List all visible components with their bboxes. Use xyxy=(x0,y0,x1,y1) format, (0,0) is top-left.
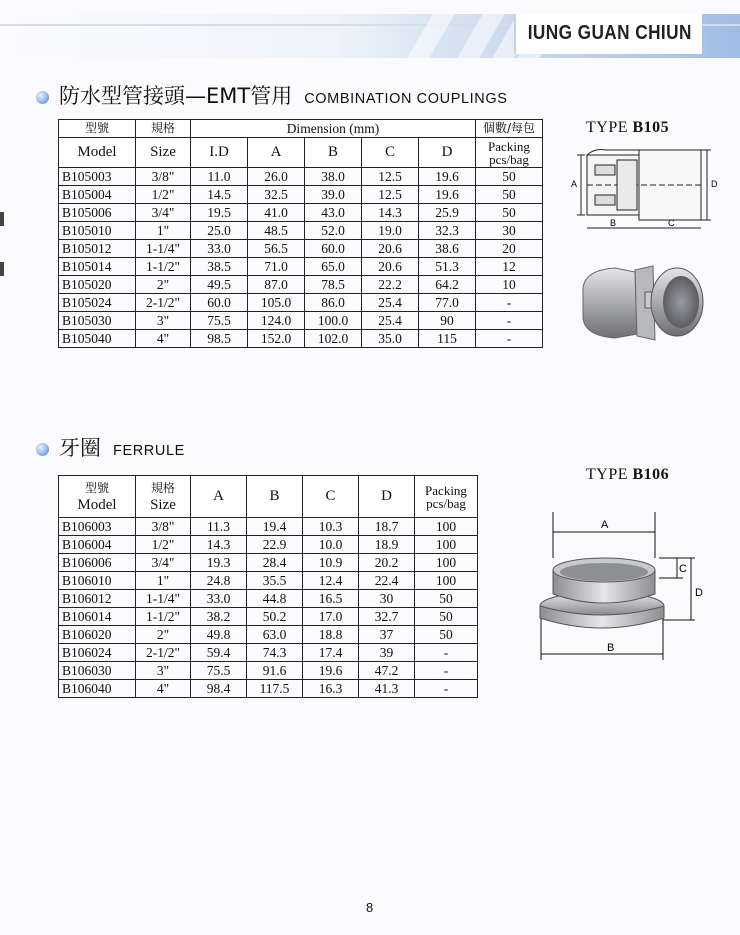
dim-label-c: C xyxy=(679,563,687,575)
cell-value: 33.0 xyxy=(191,590,247,608)
col-packing-cn: 個數/每包 xyxy=(476,120,543,138)
col-model: Model xyxy=(59,138,136,168)
table-row xyxy=(59,222,543,240)
cell-value: 77.0 xyxy=(419,294,476,312)
cell-model: B105020 xyxy=(59,276,136,294)
cell-value: 75.5 xyxy=(191,312,248,330)
col-model-cn: 型號 xyxy=(59,120,136,138)
edge-mark xyxy=(0,262,4,276)
cell-value: 91.6 xyxy=(247,662,303,680)
cell-value: 14.3 xyxy=(362,204,419,222)
cell-value: 12.5 xyxy=(362,186,419,204)
cell-value: 100 xyxy=(415,536,478,554)
cell-value: 39 xyxy=(359,644,415,662)
cell-value: 10.0 xyxy=(303,536,359,554)
section-title-cn: 牙圈 xyxy=(59,436,101,460)
table-row xyxy=(59,554,478,572)
cell-value: 37 xyxy=(359,626,415,644)
table-row xyxy=(59,204,543,222)
table-row xyxy=(59,276,543,294)
col-size-en: Size xyxy=(150,496,176,513)
ferrule-table xyxy=(58,475,478,698)
table-row xyxy=(59,240,543,258)
cell-value: 12.4 xyxy=(303,572,359,590)
banner-stripe xyxy=(407,14,454,58)
cell-size: 1" xyxy=(136,222,191,240)
coupling-photo xyxy=(575,258,715,348)
col-d: D xyxy=(359,476,415,518)
cell-value: 64.2 xyxy=(419,276,476,294)
cell-value: 11.3 xyxy=(191,518,247,536)
cell-value: 17.4 xyxy=(303,644,359,662)
cell-value: 47.2 xyxy=(359,662,415,680)
table-row xyxy=(59,258,543,276)
packing-label: Packing xyxy=(488,138,530,154)
page-number: 8 xyxy=(366,900,374,915)
cell-model: B105014 xyxy=(59,258,136,276)
type-prefix: TYPE xyxy=(586,119,628,136)
table-row xyxy=(59,572,478,590)
cell-model: B105024 xyxy=(59,294,136,312)
packing-unit: pcs/bag xyxy=(489,151,529,167)
ferrule-drawing xyxy=(535,510,735,680)
cell-value: 59.4 xyxy=(191,644,247,662)
cell-value: 11.0 xyxy=(191,168,248,186)
col-model xyxy=(59,476,136,518)
cell-value: - xyxy=(476,294,543,312)
cell-size: 3/4" xyxy=(136,204,191,222)
table-row xyxy=(59,294,543,312)
cell-value: - xyxy=(415,644,478,662)
table-row xyxy=(59,680,478,698)
cell-size: 3/8" xyxy=(136,518,191,536)
table-row xyxy=(59,518,478,536)
cell-value: 50 xyxy=(415,590,478,608)
cell-model: B106014 xyxy=(59,608,136,626)
cell-value: 41.3 xyxy=(359,680,415,698)
table-row xyxy=(59,662,478,680)
cell-value: 19.5 xyxy=(191,204,248,222)
cell-value: 25.0 xyxy=(191,222,248,240)
cell-value: 98.4 xyxy=(191,680,247,698)
cell-size: 1-1/2" xyxy=(136,258,191,276)
packing-unit: pcs/bag xyxy=(426,495,466,511)
cell-value: 19.6 xyxy=(419,168,476,186)
cell-value: 18.9 xyxy=(359,536,415,554)
cell-value: 100 xyxy=(415,572,478,590)
cell-value: 90 xyxy=(419,312,476,330)
cell-value: 78.5 xyxy=(305,276,362,294)
col-c: C xyxy=(303,476,359,518)
edge-mark xyxy=(0,212,4,226)
cell-value: 32.7 xyxy=(359,608,415,626)
cell-value: 25.4 xyxy=(362,294,419,312)
cell-value: 50 xyxy=(415,626,478,644)
cell-value: 102.0 xyxy=(305,330,362,348)
cell-value: 60.0 xyxy=(305,240,362,258)
col-a: A xyxy=(191,476,247,518)
dim-label-b: B xyxy=(607,642,615,654)
couplings-table xyxy=(58,119,543,348)
cell-value: 60.0 xyxy=(191,294,248,312)
cell-value: 50 xyxy=(476,186,543,204)
cell-value: 105.0 xyxy=(248,294,305,312)
cell-model: B106020 xyxy=(59,626,136,644)
col-size-cn: 規格 xyxy=(136,120,191,138)
dim-label-b: B xyxy=(610,218,617,228)
bullet-icon xyxy=(36,443,49,456)
dim-label-d: D xyxy=(695,587,703,599)
col-b: B xyxy=(305,138,362,168)
cell-size: 2" xyxy=(136,626,191,644)
cell-value: 17.0 xyxy=(303,608,359,626)
cell-value: 100 xyxy=(415,554,478,572)
dim-label-a: A xyxy=(571,179,578,189)
cell-value: 86.0 xyxy=(305,294,362,312)
cell-value: 35.0 xyxy=(362,330,419,348)
cell-model: B106030 xyxy=(59,662,136,680)
cell-value: 22.2 xyxy=(362,276,419,294)
cell-value: 35.5 xyxy=(247,572,303,590)
cell-value: - xyxy=(415,680,478,698)
cell-model: B106006 xyxy=(59,554,136,572)
cell-value: 22.4 xyxy=(359,572,415,590)
col-b: B xyxy=(247,476,303,518)
cell-value: 50 xyxy=(476,168,543,186)
cell-value: 10 xyxy=(476,276,543,294)
cell-size: 3/4" xyxy=(136,554,191,572)
cell-value: 14.5 xyxy=(191,186,248,204)
col-d: D xyxy=(419,138,476,168)
cell-size: 2-1/2" xyxy=(136,294,191,312)
cell-value: 75.5 xyxy=(191,662,247,680)
type-label-b106 xyxy=(586,466,669,484)
section-title-en: FERRULE xyxy=(113,443,185,459)
cell-model: B105012 xyxy=(59,240,136,258)
cell-value: 48.5 xyxy=(248,222,305,240)
col-c: C xyxy=(362,138,419,168)
cell-size: 1/2" xyxy=(136,536,191,554)
cell-size: 2" xyxy=(136,276,191,294)
cell-value: 30 xyxy=(359,590,415,608)
cell-model: B106012 xyxy=(59,590,136,608)
cell-value: 71.0 xyxy=(248,258,305,276)
cell-model: B106024 xyxy=(59,644,136,662)
cell-value: 38.2 xyxy=(191,608,247,626)
type-label-b105 xyxy=(586,119,669,137)
type-code: B106 xyxy=(632,466,670,483)
cell-value: 98.5 xyxy=(191,330,248,348)
section-title-en: COMBINATION COUPLINGS xyxy=(304,91,508,107)
cell-value: 12.5 xyxy=(362,168,419,186)
cell-model: B105010 xyxy=(59,222,136,240)
cell-size: 2-1/2" xyxy=(136,644,191,662)
cell-value: 18.7 xyxy=(359,518,415,536)
cell-value: 22.9 xyxy=(247,536,303,554)
cell-value: 20.6 xyxy=(362,240,419,258)
col-size xyxy=(136,476,191,518)
col-size: Size xyxy=(136,138,191,168)
cell-value: 26.0 xyxy=(248,168,305,186)
dim-label-a: A xyxy=(601,519,609,531)
cell-size: 4" xyxy=(136,330,191,348)
cell-model: B106003 xyxy=(59,518,136,536)
cell-size: 1" xyxy=(136,572,191,590)
table-row xyxy=(59,330,543,348)
section-title-couplings xyxy=(36,80,508,110)
cell-size: 4" xyxy=(136,680,191,698)
header-banner xyxy=(0,14,740,58)
cell-size: 1-1/4" xyxy=(136,240,191,258)
col-model-en: Model xyxy=(77,496,117,513)
cell-value: 10.9 xyxy=(303,554,359,572)
cell-value: 32.3 xyxy=(419,222,476,240)
cell-value: 20 xyxy=(476,240,543,258)
table-row xyxy=(59,608,478,626)
section-title-cn: 防水型管接頭—EMT管用 xyxy=(59,84,293,108)
cell-model: B105030 xyxy=(59,312,136,330)
cell-size: 3" xyxy=(136,312,191,330)
cell-value: 63.0 xyxy=(247,626,303,644)
col-model-cn: 型號 xyxy=(84,480,109,495)
cell-size: 3/8" xyxy=(136,168,191,186)
table-row xyxy=(59,644,478,662)
col-packing xyxy=(476,138,543,168)
cell-value: 43.0 xyxy=(305,204,362,222)
cell-value: 20.2 xyxy=(359,554,415,572)
cell-value: 18.8 xyxy=(303,626,359,644)
cell-value: 19.6 xyxy=(303,662,359,680)
cell-value: - xyxy=(476,312,543,330)
cell-value: 25.9 xyxy=(419,204,476,222)
cell-value: 65.0 xyxy=(305,258,362,276)
cell-value: 19.0 xyxy=(362,222,419,240)
cell-value: 10.3 xyxy=(303,518,359,536)
cell-model: B105006 xyxy=(59,204,136,222)
cell-value: 52.0 xyxy=(305,222,362,240)
col-packing xyxy=(415,476,478,518)
cell-value: 56.5 xyxy=(248,240,305,258)
col-size-cn: 規格 xyxy=(150,480,175,495)
cell-value: 14.3 xyxy=(191,536,247,554)
packing-label: Packing xyxy=(425,482,467,498)
cell-value: 33.0 xyxy=(191,240,248,258)
cell-value: 124.0 xyxy=(248,312,305,330)
cell-size: 3" xyxy=(136,662,191,680)
cell-model: B105004 xyxy=(59,186,136,204)
cell-value: 32.5 xyxy=(248,186,305,204)
cell-value: 16.3 xyxy=(303,680,359,698)
table-row xyxy=(59,536,478,554)
table-row xyxy=(59,186,543,204)
cell-value: - xyxy=(415,662,478,680)
cell-value: 115 xyxy=(419,330,476,348)
cell-value: 50 xyxy=(476,204,543,222)
cell-value: 50 xyxy=(415,608,478,626)
cell-model: B106004 xyxy=(59,536,136,554)
cell-value: 44.8 xyxy=(247,590,303,608)
cell-model: B106040 xyxy=(59,680,136,698)
cell-value: 39.0 xyxy=(305,186,362,204)
cell-value: 100 xyxy=(415,518,478,536)
cell-value: 51.3 xyxy=(419,258,476,276)
cell-value: 30 xyxy=(476,222,543,240)
brand-name: IUNG GUAN CHIUN xyxy=(527,22,692,44)
col-a: A xyxy=(248,138,305,168)
col-id: I.D xyxy=(191,138,248,168)
cell-size: 1/2" xyxy=(136,186,191,204)
table-row xyxy=(59,168,543,186)
cell-value: 152.0 xyxy=(248,330,305,348)
cell-value: 38.0 xyxy=(305,168,362,186)
cell-value: 49.8 xyxy=(191,626,247,644)
cell-value: 20.6 xyxy=(362,258,419,276)
cell-value: 19.3 xyxy=(191,554,247,572)
coupling-drawing xyxy=(565,140,725,235)
cell-value: 117.5 xyxy=(247,680,303,698)
cell-value: 74.3 xyxy=(247,644,303,662)
table-row xyxy=(59,312,543,330)
cell-model: B105003 xyxy=(59,168,136,186)
cell-value: 19.6 xyxy=(419,186,476,204)
cell-value: 12 xyxy=(476,258,543,276)
cell-value: 87.0 xyxy=(248,276,305,294)
cell-value: 38.6 xyxy=(419,240,476,258)
cell-value: 24.8 xyxy=(191,572,247,590)
cell-value: 100.0 xyxy=(305,312,362,330)
cell-model: B105040 xyxy=(59,330,136,348)
cell-value: 41.0 xyxy=(248,204,305,222)
cell-value: 28.4 xyxy=(247,554,303,572)
cell-value: - xyxy=(476,330,543,348)
type-code: B105 xyxy=(632,119,670,136)
dim-label-c: C xyxy=(668,218,675,228)
dim-label-d: D xyxy=(711,179,718,189)
col-dimension: Dimension (mm) xyxy=(191,120,476,138)
cell-value: 50.2 xyxy=(247,608,303,626)
cell-value: 25.4 xyxy=(362,312,419,330)
bullet-icon xyxy=(36,91,49,104)
cell-size: 1-1/2" xyxy=(136,608,191,626)
type-prefix: TYPE xyxy=(586,466,628,483)
table-row xyxy=(59,590,478,608)
cell-value: 19.4 xyxy=(247,518,303,536)
cell-model: B106010 xyxy=(59,572,136,590)
cell-size: 1-1/4" xyxy=(136,590,191,608)
table-row xyxy=(59,626,478,644)
section-title-ferrule xyxy=(36,432,185,462)
cell-value: 49.5 xyxy=(191,276,248,294)
cell-value: 16.5 xyxy=(303,590,359,608)
cell-value: 38.5 xyxy=(191,258,248,276)
